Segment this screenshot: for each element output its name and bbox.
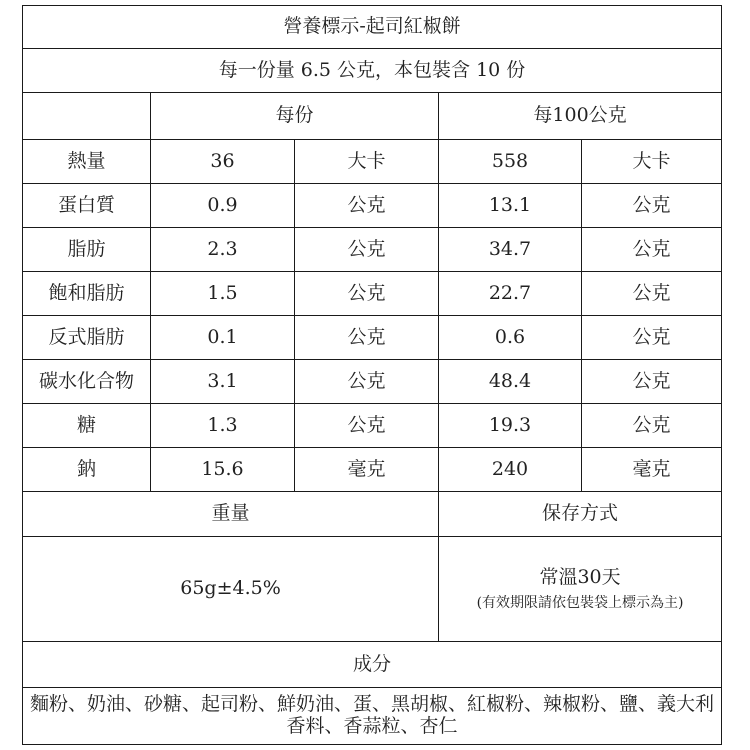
nutrient-per-serving-value: 0.1 [151,316,295,360]
nutrient-per-serving-unit: 公克 [295,360,439,404]
nutrient-row-carbohydrate [23,360,722,404]
nutrient-per-serving-value: 3.1 [151,360,295,404]
nutrient-per-serving-value: 36 [151,140,295,184]
nutrient-per-100g-value: 0.6 [439,316,582,360]
nutrient-per-100g-value: 19.3 [439,404,582,448]
nutrient-per-100g-value: 48.4 [439,360,582,404]
ingredients-header-row [23,642,722,688]
header-per-serving: 每份 [151,93,439,140]
nutrient-per-100g-unit: 公克 [582,404,722,448]
nutrient-per-serving-unit: 公克 [295,404,439,448]
nutrient-per-serving-unit: 公克 [295,184,439,228]
column-header-row [23,93,722,140]
nutrient-name: 蛋白質 [23,184,151,228]
nutrient-per-serving-value: 1.5 [151,272,295,316]
nutrient-per-100g-value: 558 [439,140,582,184]
nutrient-per-serving-value: 2.3 [151,228,295,272]
nutrient-per-serving-unit: 毫克 [295,448,439,492]
nutrient-per-serving-value: 0.9 [151,184,295,228]
weight-value: 65g±4.5% [23,537,439,642]
weight-label: 重量 [23,492,439,537]
ingredients-row [23,688,722,745]
title-row [23,6,722,49]
nutrient-per-serving-unit: 公克 [295,272,439,316]
nutrient-per-100g-unit: 毫克 [582,448,722,492]
nutrient-per-100g-value: 13.1 [439,184,582,228]
ingredients-text: 麵粉、奶油、砂糖、起司粉、鮮奶油、蛋、黑胡椒、紅椒粉、辣椒粉、鹽、義大利香料、香蒜粒、杏仁 [23,688,722,745]
ingredients-label: 成分 [23,642,722,688]
nutrient-name: 飽和脂肪 [23,272,151,316]
nutrient-name: 反式脂肪 [23,316,151,360]
label-title: 營養標示-起司紅椒餅 [23,6,722,49]
nutrient-name: 碳水化合物 [23,360,151,404]
nutrient-per-100g-unit: 公克 [582,184,722,228]
nutrient-name: 脂肪 [23,228,151,272]
storage-note: (有效期限請依包裝袋上標示為主) [476,594,684,611]
storage-value: 常溫30天 [539,566,621,589]
nutrition-label-table [22,5,722,745]
nutrient-row-sodium [23,448,722,492]
nutrient-per-serving-value: 15.6 [151,448,295,492]
nutrient-row-fat [23,228,722,272]
nutrient-per-100g-value: 240 [439,448,582,492]
nutrient-row-protein [23,184,722,228]
header-per-100g: 每100公克 [439,93,722,140]
nutrient-row-sugar [23,404,722,448]
weight-storage-value-row [23,537,722,642]
header-blank-cell [23,93,151,140]
nutrient-per-100g-unit: 公克 [582,360,722,404]
nutrient-per-100g-unit: 公克 [582,272,722,316]
serving-info: 每一份量 6.5 公克，本包裝含 10 份 [23,49,722,93]
nutrient-per-100g-unit: 公克 [582,228,722,272]
nutrient-per-serving-unit: 大卡 [295,140,439,184]
nutrient-per-100g-value: 34.7 [439,228,582,272]
storage-label: 保存方式 [439,492,722,537]
nutrient-name: 熱量 [23,140,151,184]
nutrient-per-serving-value: 1.3 [151,404,295,448]
serving-row [23,49,722,93]
nutrient-per-100g-unit: 大卡 [582,140,722,184]
nutrient-name: 鈉 [23,448,151,492]
nutrient-per-serving-unit: 公克 [295,228,439,272]
nutrient-row-calories [23,140,722,184]
nutrient-name: 糖 [23,404,151,448]
nutrient-row-saturated-fat [23,272,722,316]
weight-storage-header-row [23,492,722,537]
nutrient-per-serving-unit: 公克 [295,316,439,360]
nutrient-per-100g-unit: 公克 [582,316,722,360]
nutrient-row-trans-fat [23,316,722,360]
storage-cell [439,537,722,642]
nutrient-per-100g-value: 22.7 [439,272,582,316]
